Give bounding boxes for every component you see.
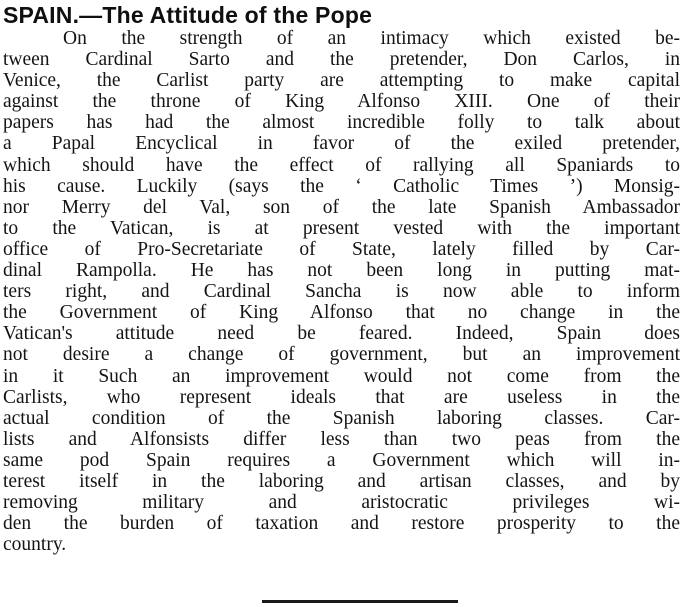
body-line: terest itself in the laboring and artisan classes, and by [3,470,680,492]
body-line: country. [3,534,67,556]
body-line: On the strength of an intimacy which existed be- [63,28,680,49]
body-line: dinal Rampolla. He has not been long in putting mat- [3,260,680,282]
body-line: removing military and aristocratic privileges wi- [3,492,680,514]
body-line: ters right, and Cardinal Sancha is now able to inform [3,281,680,303]
body-line: office of Pro-Secretariate of State, lately filled by Car- [3,238,680,260]
body-line: Carlists, who represent ideals that are useless in the [3,386,680,408]
body-line: his cause. Luckily (says the ‘ Catholic Times ’) Monsig- [3,175,680,197]
article-headline: SPAIN.—The Attitude of the Pope [3,2,373,28]
body-line: same pod Spain requires a Government which will in- [3,449,680,471]
body-line: against the throne of King Alfonso XIII. One of their [3,91,680,113]
body-line: not desire a change of government, but an improvement [3,344,680,366]
body-line: den the burden of taxation and restore prosperity to the [3,513,680,535]
body-line: tween Cardinal Sarto and the pretender, Don Carlos, in [3,49,680,71]
column-divider-rule [262,600,458,603]
body-line: which should have the effect of rallying all Spaniards to [3,154,680,176]
body-line: actual condition of the Spanish laboring classes. Car- [3,407,680,429]
body-line: a Papal Encyclical in favor of the exiled pretender, [3,133,680,155]
body-line: nor Merry del Val, son of the late Spanish Ambassador [3,196,680,218]
body-line: the Government of King Alfonso that no change in the [3,302,680,324]
body-line: Vatican's attitude need be feared. Indeed, Spain does [3,323,680,345]
body-line: to the Vatican, is at present vested with the important [3,217,680,239]
article-body [3,28,680,555]
body-line: lists and Alfonsists differ less than two peas from the [3,428,680,450]
body-line: Venice, the Carlist party are attempting to make capital [3,70,680,92]
body-line: in it Such an improvement would not come from the [3,365,680,387]
body-line: papers has had the almost incredible folly to talk about [3,112,680,134]
